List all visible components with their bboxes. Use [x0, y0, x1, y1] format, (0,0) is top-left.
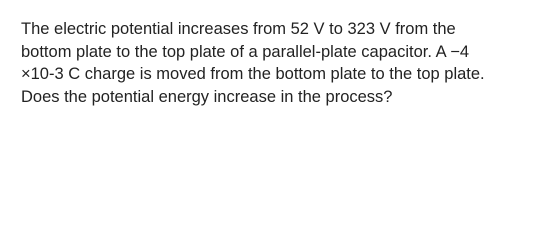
question-line-2: bottom plate to the top plate of a parallel-plate capacitor. A −4	[21, 42, 470, 61]
question-line-1: The electric potential increases from 52 V to 323 V from the	[21, 20, 456, 38]
question-line-4: Does the potential energy increase in the process?	[21, 87, 393, 106]
question-line-3: ×10-3 C charge is moved from the bottom plate to the top plate.	[21, 65, 485, 83]
question-text	[21, 18, 551, 108]
